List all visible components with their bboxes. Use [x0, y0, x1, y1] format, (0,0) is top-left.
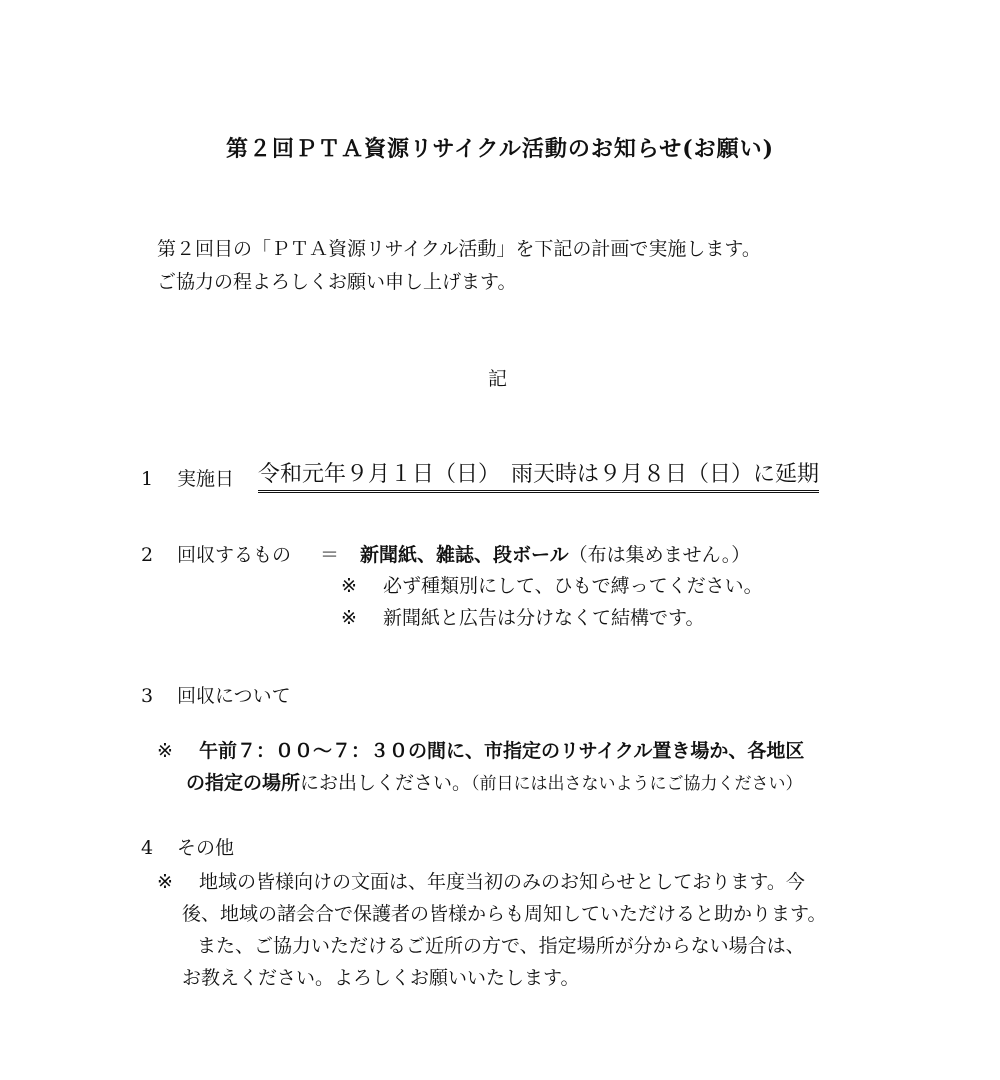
note-mark: ※ — [341, 575, 357, 597]
section-3-line-2 — [186, 772, 803, 795]
section-2-equals: ＝ — [320, 544, 340, 566]
section-4-line-1-text: 地域の皆様向けの文面は、年度当初のみのお知らせとしております。今 — [199, 871, 805, 893]
intro-line-1: 第２回目の「ＰＴＡ資源リサイクル活動」を下記の計画で実施します。 — [157, 238, 761, 260]
section-4-line-3: また、ご協力いただけるご近所の方で、指定場所が分からない場合は、 — [197, 935, 805, 957]
designated-place: の指定の場所 — [186, 772, 301, 794]
section-2-number: 2 — [141, 544, 154, 566]
rain-date: 雨天時は９月８日（日）に延期 — [489, 462, 820, 487]
put-out-note: （前日には出さないようにご協力ください） — [471, 774, 803, 794]
section-2-note-2 — [341, 607, 704, 630]
section-4-label: その他 — [177, 837, 235, 859]
section-2-items — [360, 544, 750, 567]
document-title: 第２回ＰＴＡ資源リサイクル活動のお知らせ(お願い) — [225, 136, 775, 162]
section-4-line-4: お教えください。よろしくお願いいたします。 — [182, 967, 580, 989]
collected-items-note: （布は集めません。） — [568, 544, 751, 566]
collected-items: 新聞紙、雑誌、段ボール — [360, 544, 569, 566]
note-mark: ※ — [157, 740, 173, 762]
note-mark: ※ — [157, 871, 173, 893]
section-4-line-1 — [157, 871, 805, 894]
section-3-number: 3 — [141, 685, 154, 707]
section-4-number: 4 — [141, 837, 154, 859]
note-mark: ※ — [341, 607, 357, 629]
section-2-label: 回収するもの — [177, 544, 292, 566]
put-out-text: にお出しください。 — [300, 772, 472, 794]
collection-time: 午前７：００～７：３０の間に、市指定のリサイクル置き場か、各地区 — [199, 740, 805, 762]
section-3-label: 回収について — [177, 685, 291, 707]
section-3-line-1 — [157, 740, 804, 763]
section-1-date — [258, 462, 819, 493]
section-1-number: 1 — [141, 468, 154, 490]
note-1-text: 必ず種類別にして、ひもで縛ってください。 — [383, 575, 763, 597]
ki-heading: 記 — [488, 368, 508, 390]
event-date: 令和元年９月１日（日） — [258, 462, 490, 487]
intro-line-2: ご協力の程よろしくお願い申し上げます。 — [157, 271, 517, 293]
section-2-note-1 — [341, 575, 763, 598]
note-2-text: 新聞紙と広告は分けなくて結構です。 — [383, 607, 705, 629]
section-1-label: 実施日 — [177, 468, 235, 490]
section-4-line-2: 後、地域の諸会合で保護者の皆様からも周知していただけると助かります。 — [182, 903, 827, 925]
